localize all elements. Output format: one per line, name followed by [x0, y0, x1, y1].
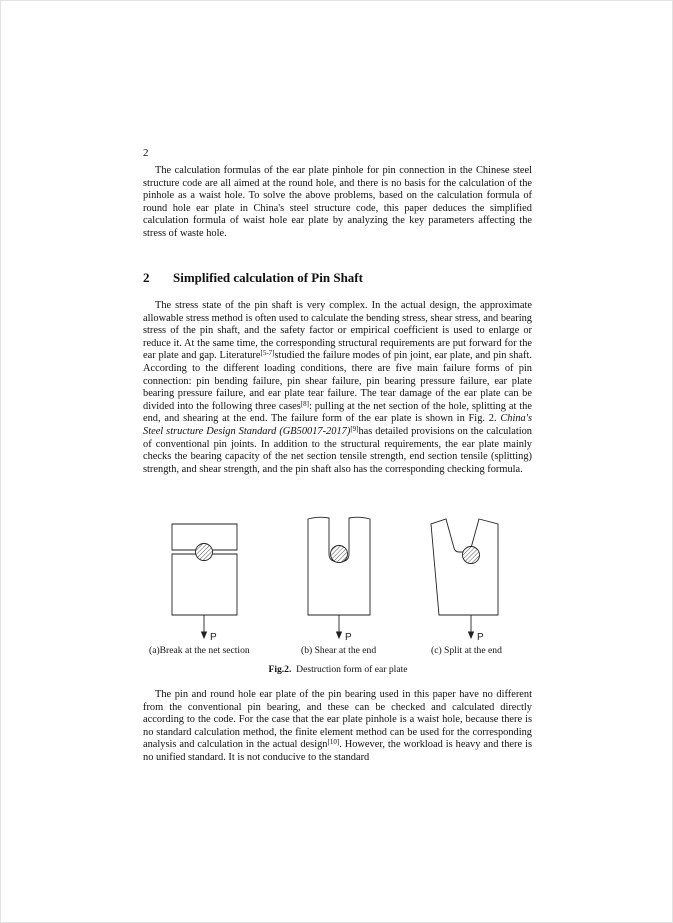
ear-plate-diagrams — [143, 514, 533, 644]
section-number: 2 — [143, 270, 150, 285]
subcaption-b: (b) Shear at the end — [301, 645, 377, 656]
figure-caption-text: Destruction form of ear plate — [296, 664, 408, 675]
failure-modes-paragraph — [143, 300, 532, 476]
force-label-c: P — [477, 632, 484, 643]
figure-caption — [143, 664, 533, 675]
diagram-net-section-break — [172, 524, 237, 643]
figure-label: Fig.2. — [268, 664, 292, 675]
paragraph-text: . However, the workload is heavy and there is no unified standard. It is not conducive to the standard — [143, 739, 532, 763]
section-heading — [143, 270, 363, 286]
page-number: 2 — [143, 147, 149, 159]
subcaption-c: (c) Split at the end — [431, 645, 502, 656]
paragraph-text: The stress state of the pin shaft is very complex. In the actual design, the approximate allowable stress method is often used to calculate the bending stress, shear stress, and bearing stress of the pin shaft, and the safety factor or empirical coefficient is used to enlarge or reduce it. At the same time, the corresponding structural requirements are put forward for the ear plate and gap. Literature — [143, 300, 532, 362]
citation: [8] — [300, 399, 309, 408]
figure-2 — [143, 514, 533, 674]
code-name: China's Steel structure Design Standard (GB50017-2017) — [143, 413, 532, 437]
section-title: Simplified calculation of Pin Shaft — [173, 270, 363, 285]
diagram-end-split — [431, 519, 498, 643]
citation: [9] — [350, 424, 359, 433]
citation: [10] — [327, 738, 340, 747]
subcaption-a: (a)Break at the net section — [149, 645, 250, 656]
waist-hole-paragraph — [143, 689, 532, 765]
force-label-a: P — [210, 632, 217, 643]
citation: [5-7] — [260, 349, 275, 358]
intro-paragraph: The calculation formulas of the ear plate pinhole for pin connection in the Chinese steel structure code are all aimed at the round hole, and there is no basis for the calculation of the pinhole as a waist hole. To solve the above problems, based on the calculation formula of round hole ear plate in China's steel structure code, this paper deduces the simplified calculation formula of waist hole ear plate by analyzing the key parameters affecting the stress of waste hole. — [143, 165, 532, 239]
paragraph-text: has detailed provisions on the calculation of conventional pin joints. In addition to the structural requirements, the ear plate mainly checks the bearing capacity of the net section tensile strength, end section tensile (splitting) strength, and shear strength, and the pin shaft also has the corresponding checking formula. — [143, 425, 532, 475]
paragraph-text: : pulling at the net section of the hole, splitting at the end, and shearing at the end. The failure form of the ear plate is shown in Fig. 2. — [143, 400, 532, 425]
diagram-end-shear — [308, 517, 370, 643]
force-label-b: P — [345, 632, 352, 643]
paragraph-text: studied the failure modes of pin joint, ear plate, and pin shaft. According to the different loading conditions, there are five main failure forms of pin connection: pin bending failure, pin shear failure, pin bearing pressure failure, ear plate bearing pressure failure, and ear plate tear failure. The tear damage of the ear plate can be divided into the following three cases — [143, 350, 532, 412]
paragraph-text: The pin and round hole ear plate of the pin bearing used in this paper have no different from the conventional pin bearing, and these can be checked and calculated directly according to the code. For the case that the ear plate pinhole is a waist hole, because there is no standard calculation method, the finite element method can be used for the corresponding analysis and calculation in the actual design — [143, 689, 532, 751]
